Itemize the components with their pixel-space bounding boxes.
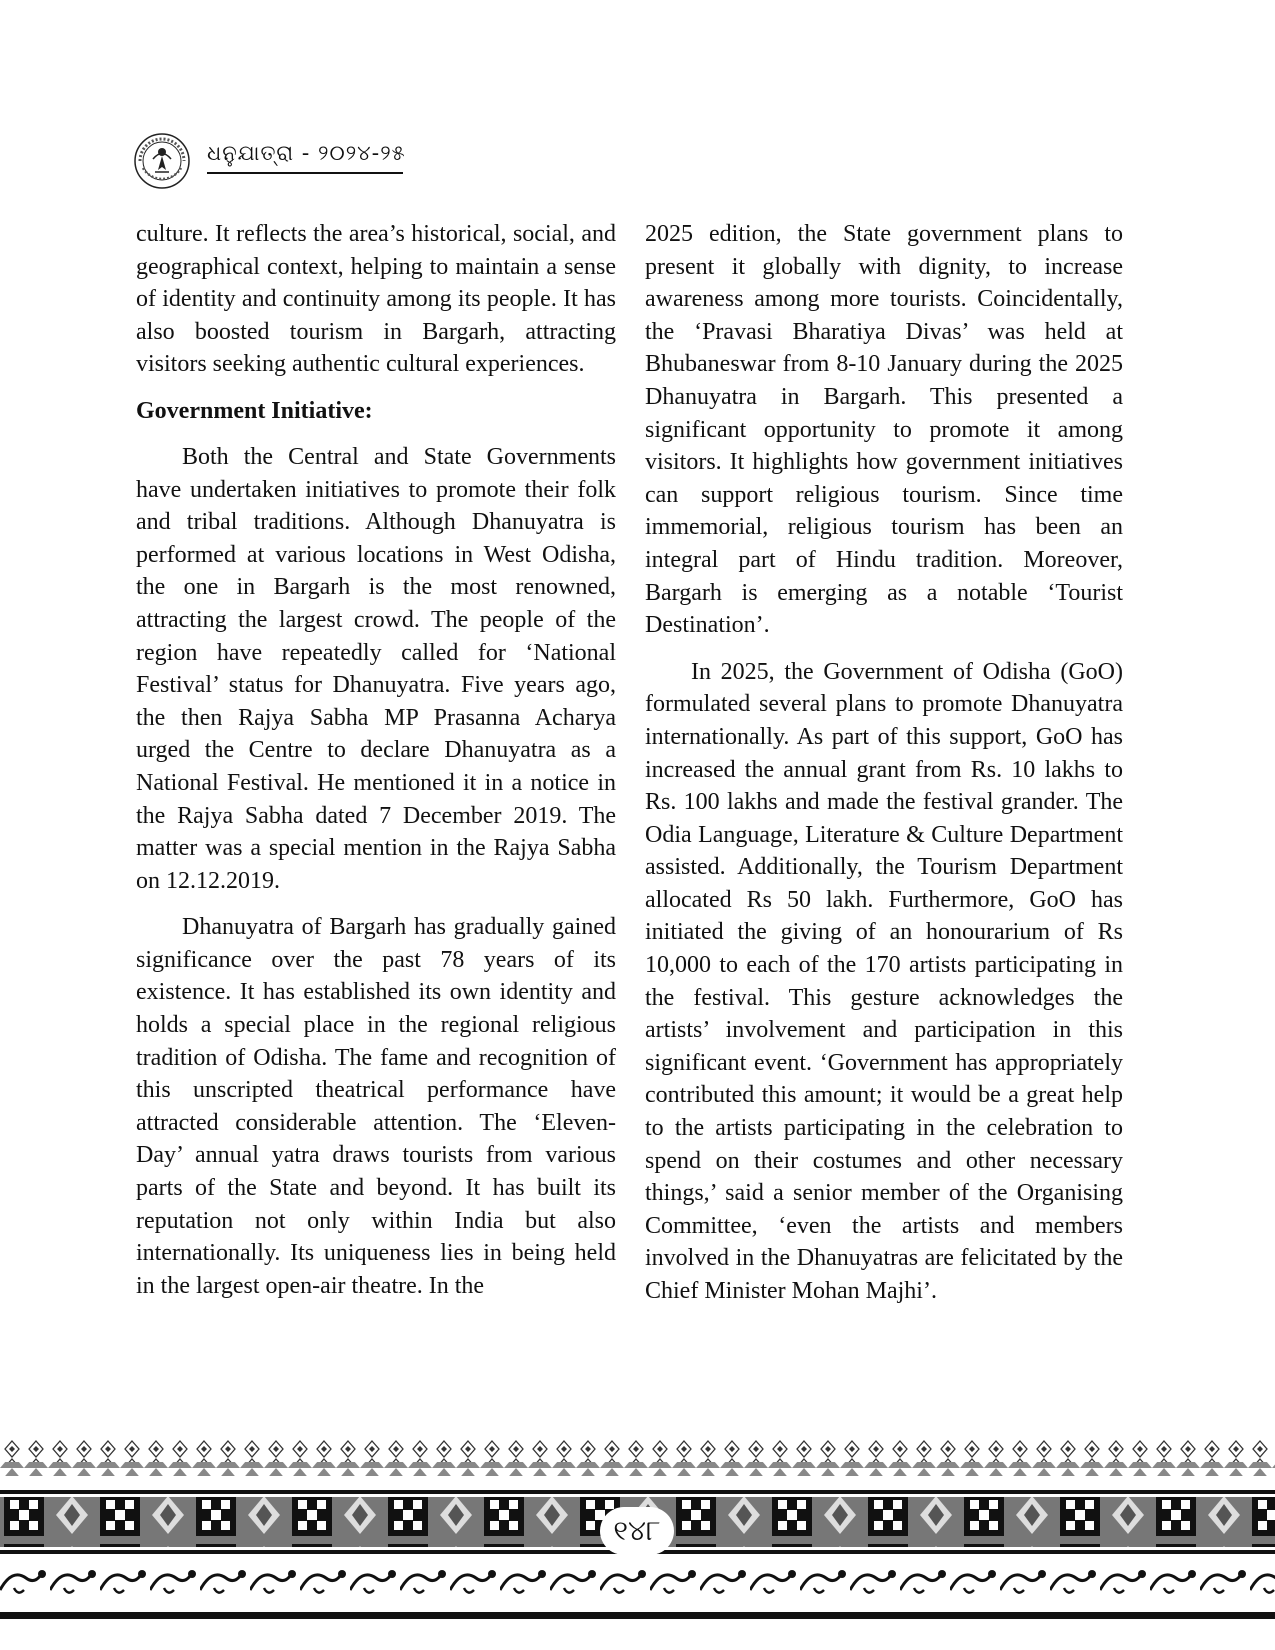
publication-title: ଧନୁଯାତ୍ରା - ୨୦୨୪-୨୫ bbox=[207, 141, 406, 165]
header-underline bbox=[207, 172, 403, 174]
paragraph-2025-edition: 2025 edition, the State government plans to present it globally with dignity, to increase awareness among more tourists. Coincidentally, the ‘Pravasi Bharatiya Divas’ was held at Bhubaneswar from 8-10 January during the 2025 Dhanuyatra in Bargarh. This presented a significant opportunity to promote it among visitors. It highlights how government initiatives can support religious tourism. Since time immemorial, religious tourism has been an integral part of Hindu tradition. Moreover, Bargarh is emerging as a notable ‘Tourist Destination’. bbox=[645, 221, 1123, 639]
page-header bbox=[133, 132, 413, 190]
paragraph-significance: Dhanuyatra of Bargarh has gradually gained significance over the past 78 years of its existence. It has established its own identity and holds a special place in the regional religious tradition of Odisha. The fame and recognition of this unscripted theatrical performance have attracted considerable attention. The ‘Eleven-Day’ annual yatra draws tourists from various parts of the State and beyond. It has built its reputation not only within India but also internationally. Its uniqueness lies in being held in the largest open-air theatre. In the bbox=[136, 914, 616, 1299]
section-heading: Government Initiative: bbox=[136, 397, 373, 424]
paragraph-governments: Both the Central and State Governments have undertaken initiatives to promote their folk and tribal traditions. Although Dhanuyatra is performed at various locations in West Odisha, the one in Bargarh is the most renowned, attracting the largest crowd. The people of the region have repeatedly called for ‘National Festival’ status for Dhanuyatra. Five years ago, the then Rajya Sabha MP Prasanna Acharya urged the Centre to declare Dhanuyatra as a National Festival. He mentioned it in a notice in the Rajya Sabha dated 7 December 2019. The matter was a special mention in the Rajya Sabha on 12.12.2019. bbox=[136, 443, 616, 894]
left-column bbox=[136, 218, 616, 1302]
right-column bbox=[645, 218, 1123, 1308]
paragraph-culture: culture. It reflects the area’s historical, social, and geographical context, helping to maintain a sense of identity and continuity among its people. It has also boosted tourism in Bargarh, attracting visitors seeking authentic cultural experiences. bbox=[136, 221, 616, 378]
festival-seal-icon bbox=[133, 132, 191, 190]
paragraph-goo-plans: In 2025, the Government of Odisha (GoO) formulated several plans to promote Dhanuyatra internationally. As part of this support, GoO has increased the annual grant from Rs. 10 lakhs to Rs. 100 lakhs and made the festival grander. The Odia Language, Literature & Culture Department assisted. Additionally, the Tourism Department allocated Rs 50 lakh. Furthermore, GoO has initiated the giving of an honourarium of Rs 10,000 to each of the 170 artists participating in the festival. This gesture acknowledges the artists’ involvement and participation in this significant event. ‘Government has appropriately contributed this amount; it would be a great help to the artists participating in the celebration to spend on their costumes and other necessary things,’ said a senior member of the Organising Committee, ‘even the artists and members involved in the Dhanuyatras are felicitated by the Chief Minister Mohan Majhi’. bbox=[645, 658, 1123, 1304]
page-number: ୧୪୮ bbox=[600, 1507, 674, 1555]
